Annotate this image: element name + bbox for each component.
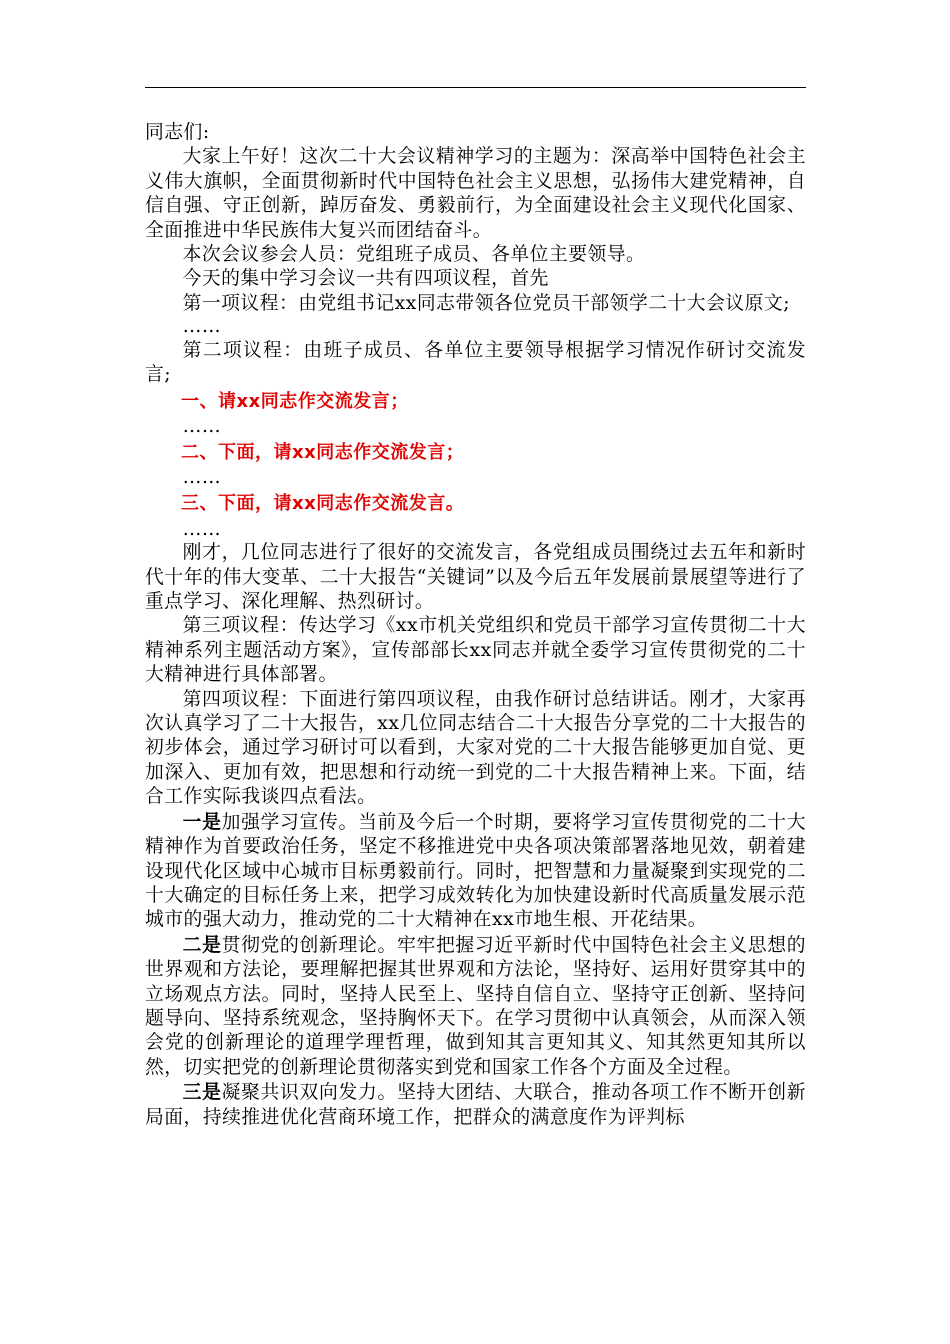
paragraph-agenda-item-1: 第一项议程：由党组书记xx同志带领各位党员干部领学二十大会议原文;: [182, 292, 791, 314]
paragraph-point-2: [145, 933, 806, 1080]
speaker-call-3: 三、下面，请xx同志作交流发言。: [181, 493, 465, 515]
paragraph-agenda-item-4: 第四项议程：下面进行第四项议程，由我作研讨总结讲话。刚才，大家再次认真学习了二十大报告，xx几位同志结合二十大报告分享党的二十大报告的初步体会，通过学习研讨可以看到，大家对党的二十大报告能够更加自觉、更加深入、更加有效，把思想和行动统一到党的二十大报告精神上来。下面，结合工作实际我谈四点看法。: [145, 688, 806, 808]
point-2-text: 贯彻党的创新理论。牢牢把握习近平新时代中国特色社会主义思想的世界观和方法论，要理解把握其世界观和方法论，坚持好、运用好贯穿其中的立场观点方法。同时，坚持人民至上、坚持自信自立、坚持守正创新、坚持问题导向、坚持系统观念，坚持胸怀天下。在学习贯彻中认真领会，从而深入领会党的创新理论的道理学理哲理，做到知其言更知其义、知其然更知其所以然，切实把党的创新理论贯彻落实到党和国家工作各个方面及全过程。: [145, 934, 807, 1078]
paragraph-summary: 刚才，几位同志进行了很好的交流发言，各党组成员围绕过去五年和新时代十年的伟大变革、二十大报告“关键词”以及今后五年发展前景展望等进行了重点学习、深化理解、热烈研讨。: [145, 542, 806, 613]
header-rule: [145, 87, 806, 88]
paragraph-agenda-item-3: 第三项议程：传达学习《xx市机关党组织和党员干部学习宣传贯彻二十大精神系列主题活动方案》，宣传部部长xx同志并就全委学习宣传贯彻党的二十大精神进行具体部署。: [145, 615, 806, 686]
point-2-lead: 二是: [182, 933, 222, 956]
paragraph-agenda-intro: 今天的集中学习会议一共有四项议程，首先: [182, 268, 549, 290]
ellipsis-2: ……: [182, 416, 222, 438]
point-3-lead: 三是: [182, 1081, 222, 1104]
document-body: [145, 121, 806, 1130]
salutation: 同志们:: [145, 122, 210, 143]
speaker-call-2: 二、下面，请xx同志作交流发言；: [181, 441, 465, 463]
point-3-text: 凝聚共识双向发力。坚持大团结、大联合，推动各项工作不断开创新局面，持续推进优化营商环境工作，把群众的满意度作为评判标: [145, 1082, 807, 1128]
paragraph-point-1: [145, 810, 806, 933]
speaker-call-1: 一、请xx同志作交流发言；: [181, 390, 409, 412]
ellipsis-4: ……: [182, 518, 222, 540]
paragraph-opening: 大家上午好！这次二十大会议精神学习的主题为：深高举中国特色社会主义伟大旗帜，全面贯彻新时代中国特色社会主义思想，弘扬伟大建党精神，自信自强、守正创新，踔厉奋发、勇毅前行，为全面建设社会主义现代化国家、全面推进中华民族伟大复兴而团结奋斗。: [145, 146, 806, 241]
paragraph-agenda-item-2: 第二项议程：由班子成员、各单位主要领导根据学习情况作研讨交流发言;: [145, 339, 806, 386]
ellipsis-1: ……: [182, 316, 222, 338]
point-1-lead: 一是: [182, 810, 222, 833]
ellipsis-3: ……: [182, 467, 222, 489]
point-1-text: 加强学习宣传。当前及今后一个时期，要将学习宣传贯彻党的二十大精神作为首要政治任务，坚定不移推进党中央各项决策部署落地见效，朝着建设现代化区域中心城市目标勇毅前行。同时，把智慧和力量凝聚到实现党的二十大确定的目标任务上来，把学习成效转化为加快建设新时代高质量发展示范城市的强大动力，推动党的二十大精神在xx市地生根、开花结果。: [145, 811, 807, 931]
paragraph-attendees: 本次会议参会人员：党组班子成员、各单位主要领导。: [182, 244, 646, 266]
paragraph-point-3: [145, 1080, 806, 1130]
